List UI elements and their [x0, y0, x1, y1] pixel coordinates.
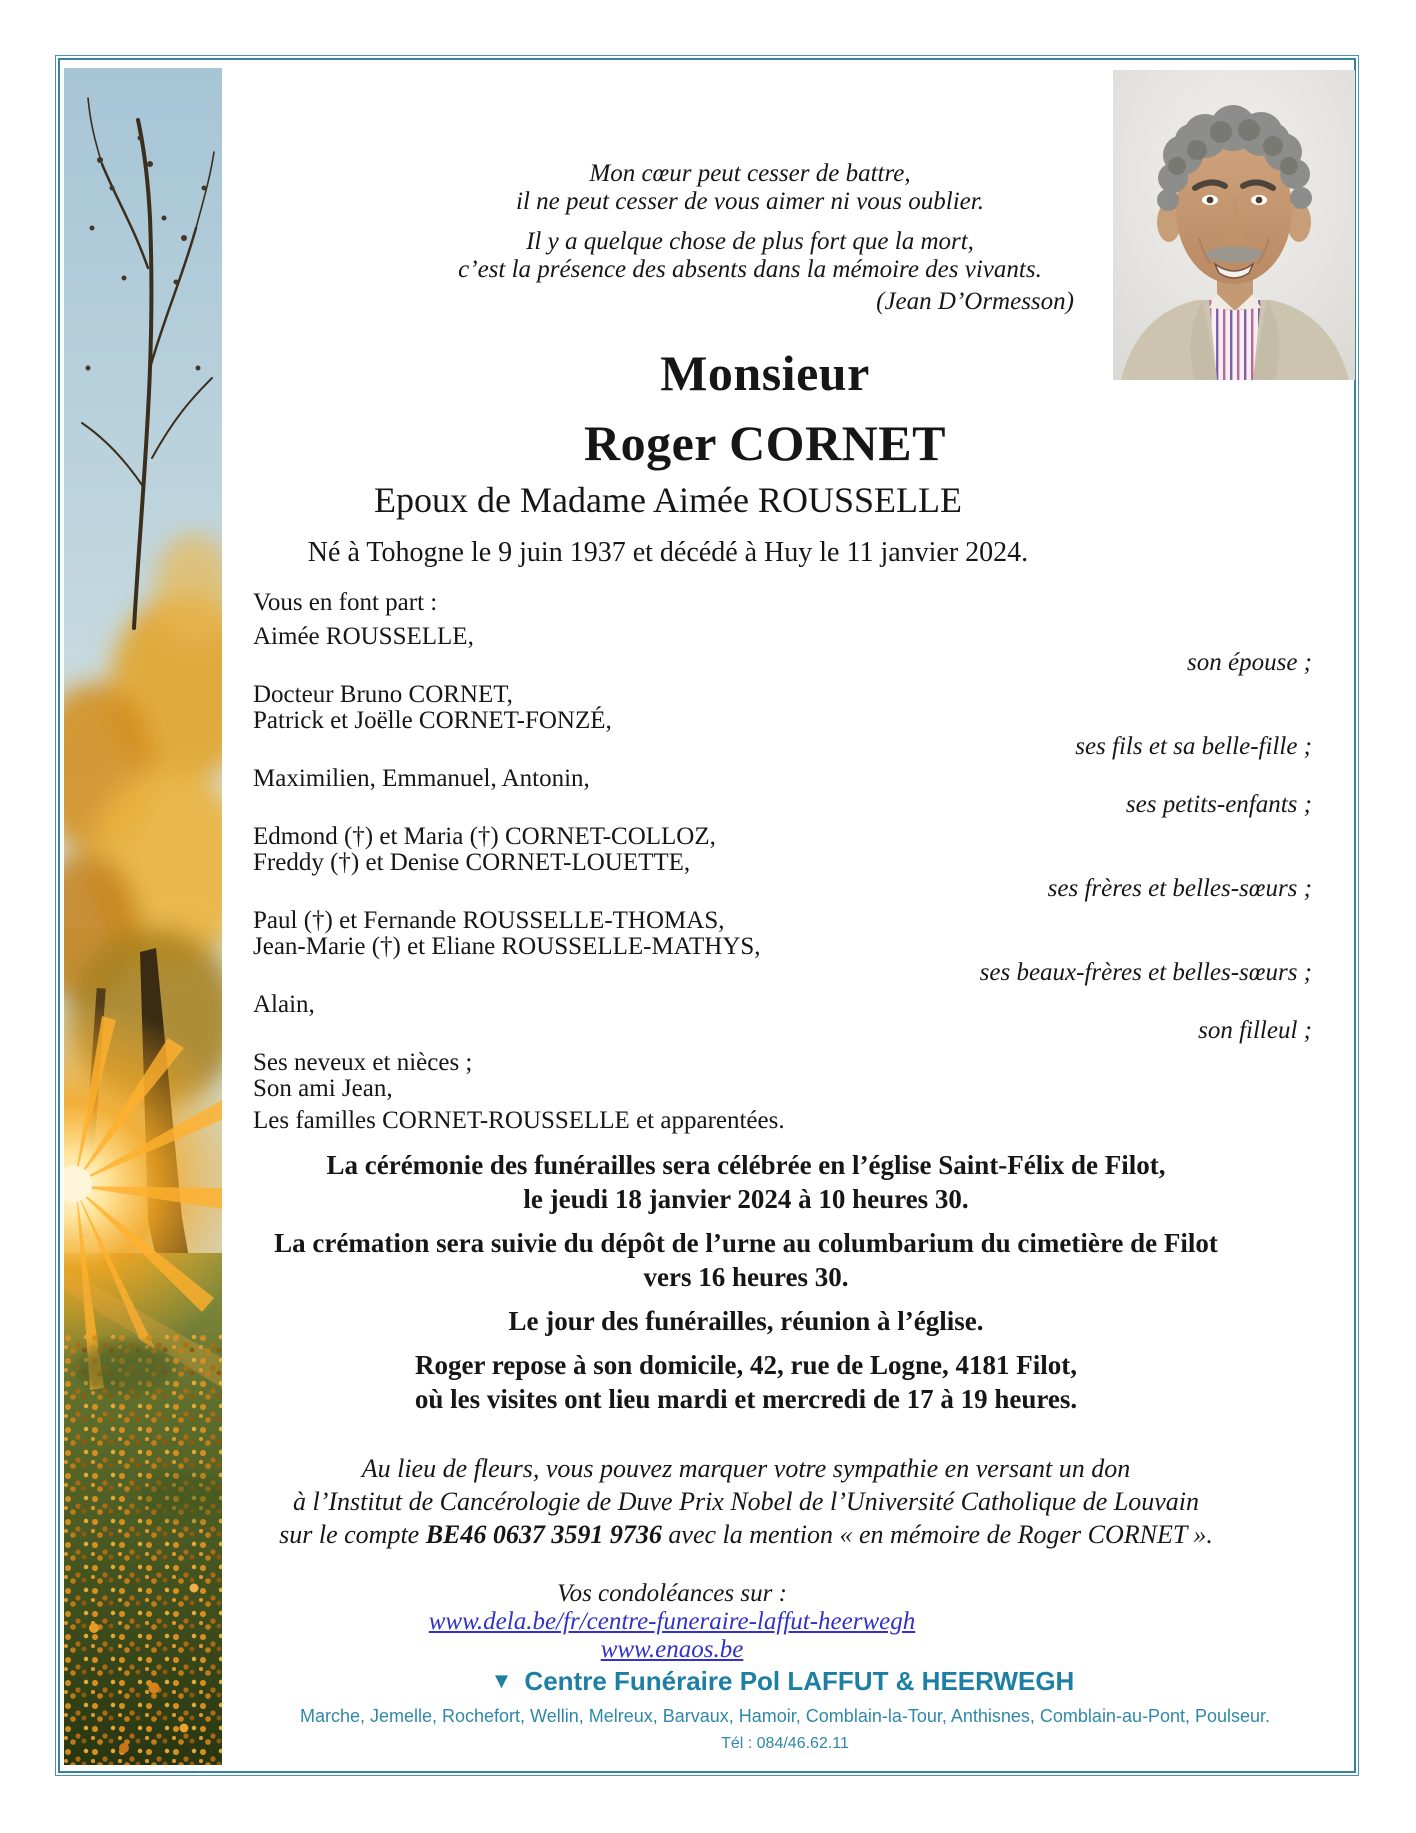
donation-text: sur le compte: [279, 1520, 426, 1549]
donation-text: avec la mention « en mémoire de Roger CORNET ».: [661, 1520, 1213, 1549]
meeting-paragraph: [225, 1304, 1267, 1338]
family-member-line: Ses neveux et nièces ;: [253, 1049, 473, 1076]
family-member-line: Freddy (†) et Denise CORNET-LOUETTE,: [253, 849, 691, 876]
deceased-name: Roger CORNET: [583, 415, 946, 471]
family-member-line: Les familles CORNET-ROUSSELLE et apparentées.: [253, 1107, 785, 1134]
family-member-line: Patrick et Joëlle CORNET-FONZÉ,: [253, 707, 612, 734]
quote-attribution: (Jean D’Ormesson): [876, 288, 1074, 315]
condolences-intro: Vos condoléances sur :: [557, 1580, 787, 1607]
family-member-line: Edmond (†) et Maria (†) CORNET-COLLOZ,: [253, 823, 716, 850]
family-member-line: Paul (†) et Fernande ROUSSELLE-THOMAS,: [253, 907, 725, 934]
portrait-photo-art: [1113, 70, 1355, 380]
ceremony-details: [225, 1148, 1267, 1426]
deceased-salutation: Monsieur: [660, 345, 870, 401]
deceased-title-block: [225, 338, 1305, 478]
deceased-subtitle-block: [225, 480, 1111, 568]
ceremony-line: vers 16 heures 30.: [643, 1262, 849, 1292]
opening-quote: [420, 160, 1080, 316]
ceremony-line: La crémation sera suivie du dépôt de l’urne au columbarium du cimetière de Filot: [274, 1228, 1218, 1258]
relationship-line: son filleul ;: [1198, 1017, 1312, 1044]
quote-line: il ne peut cesser de vous aimer ni vous oublier.: [516, 188, 984, 215]
condolences-link-enaos[interactable]: www.enaos.be: [600, 1636, 744, 1663]
donation-line: à l’Institut de Cancérologie de Duve Prix Nobel de l’Université Catholique de Louvain: [293, 1487, 1199, 1516]
quote-line: Il y a quelque chose de plus fort que la mort,: [526, 228, 974, 255]
family-member-line: Alain,: [253, 991, 315, 1018]
portrait-photo: [1113, 70, 1355, 380]
autumn-park-photo-art: [64, 68, 222, 1765]
ceremony-line: Roger repose à son domicile, 42, rue de Logne, 4181 Filot,: [415, 1350, 1077, 1380]
ceremony-line: où les visites ont lieu mardi et mercredi de 17 à 19 heures.: [414, 1384, 1078, 1414]
ceremony-line: La cérémonie des funérailles sera célébrée en l’église Saint-Félix de Filot,: [326, 1150, 1166, 1180]
spouse-line: Epoux de Madame Aimée ROUSSELLE: [374, 480, 962, 520]
quote-line: Mon cœur peut cesser de battre,: [589, 160, 911, 187]
condolences-block: [225, 1580, 1119, 1664]
ceremony-paragraph: [225, 1148, 1267, 1216]
cremation-paragraph: [225, 1226, 1267, 1294]
triangle-down-icon: ▼: [490, 1668, 513, 1693]
quote-line: c’est la présence des absents dans la mémoire des vivants.: [458, 256, 1042, 283]
family-member-line: Jean-Marie (†) et Eliane ROUSSELLE-MATHYS,: [253, 933, 761, 960]
family-member-line: Son ami Jean,: [253, 1075, 393, 1102]
relationship-line: ses fils et sa belle-fille ;: [1075, 733, 1312, 760]
funeral-home-name: [225, 1666, 1340, 1697]
family-member-line: Aimée ROUSSELLE,: [253, 623, 474, 650]
donation-line: [225, 1518, 1267, 1551]
funeral-home-label: Centre Funéraire Pol LAFFUT & HEERWEGH: [524, 1666, 1075, 1696]
relationship-line: ses petits-enfants ;: [1125, 791, 1312, 818]
family-member-line: Docteur Bruno CORNET,: [253, 681, 513, 708]
relationship-line: ses frères et belles-sœurs ;: [1047, 875, 1312, 902]
relationship-line: ses beaux-frères et belles-sœurs ;: [979, 959, 1312, 986]
funeral-home-locations: Marche, Jemelle, Rochefort, Wellin, Melreux, Barvaux, Hamoir, Comblain-la-Tour, Anthisnes, Comblain-au-Pont, Poulseur.: [299, 1706, 1271, 1726]
life-dates-line: Né à Tohogne le 9 juin 1937 et décédé à Huy le 11 janvier 2024.: [307, 537, 1029, 568]
relationship-line: son épouse ;: [1187, 649, 1312, 676]
donation-line: Au lieu de fleurs, vous pouvez marquer votre sympathie en versant un don: [361, 1454, 1131, 1483]
autumn-park-photo: [64, 68, 222, 1765]
announcement-intro: Vous en font part :: [253, 589, 438, 616]
funeral-home-phone: Tél : 084/46.62.11: [721, 1735, 849, 1752]
bank-account-number: BE46 0637 3591 9736: [425, 1520, 662, 1549]
family-announcement-list: [225, 590, 1316, 1134]
donation-note: [225, 1452, 1267, 1551]
visits-paragraph: [225, 1348, 1267, 1416]
condolences-link-dela[interactable]: www.dela.be/fr/centre-funeraire-laffut-heerwegh: [428, 1608, 916, 1635]
family-member-line: Maximilien, Emmanuel, Antonin,: [253, 765, 590, 792]
ceremony-line: le jeudi 18 janvier 2024 à 10 heures 30.: [523, 1184, 969, 1214]
ceremony-line: Le jour des funérailles, réunion à l’église.: [508, 1306, 984, 1336]
